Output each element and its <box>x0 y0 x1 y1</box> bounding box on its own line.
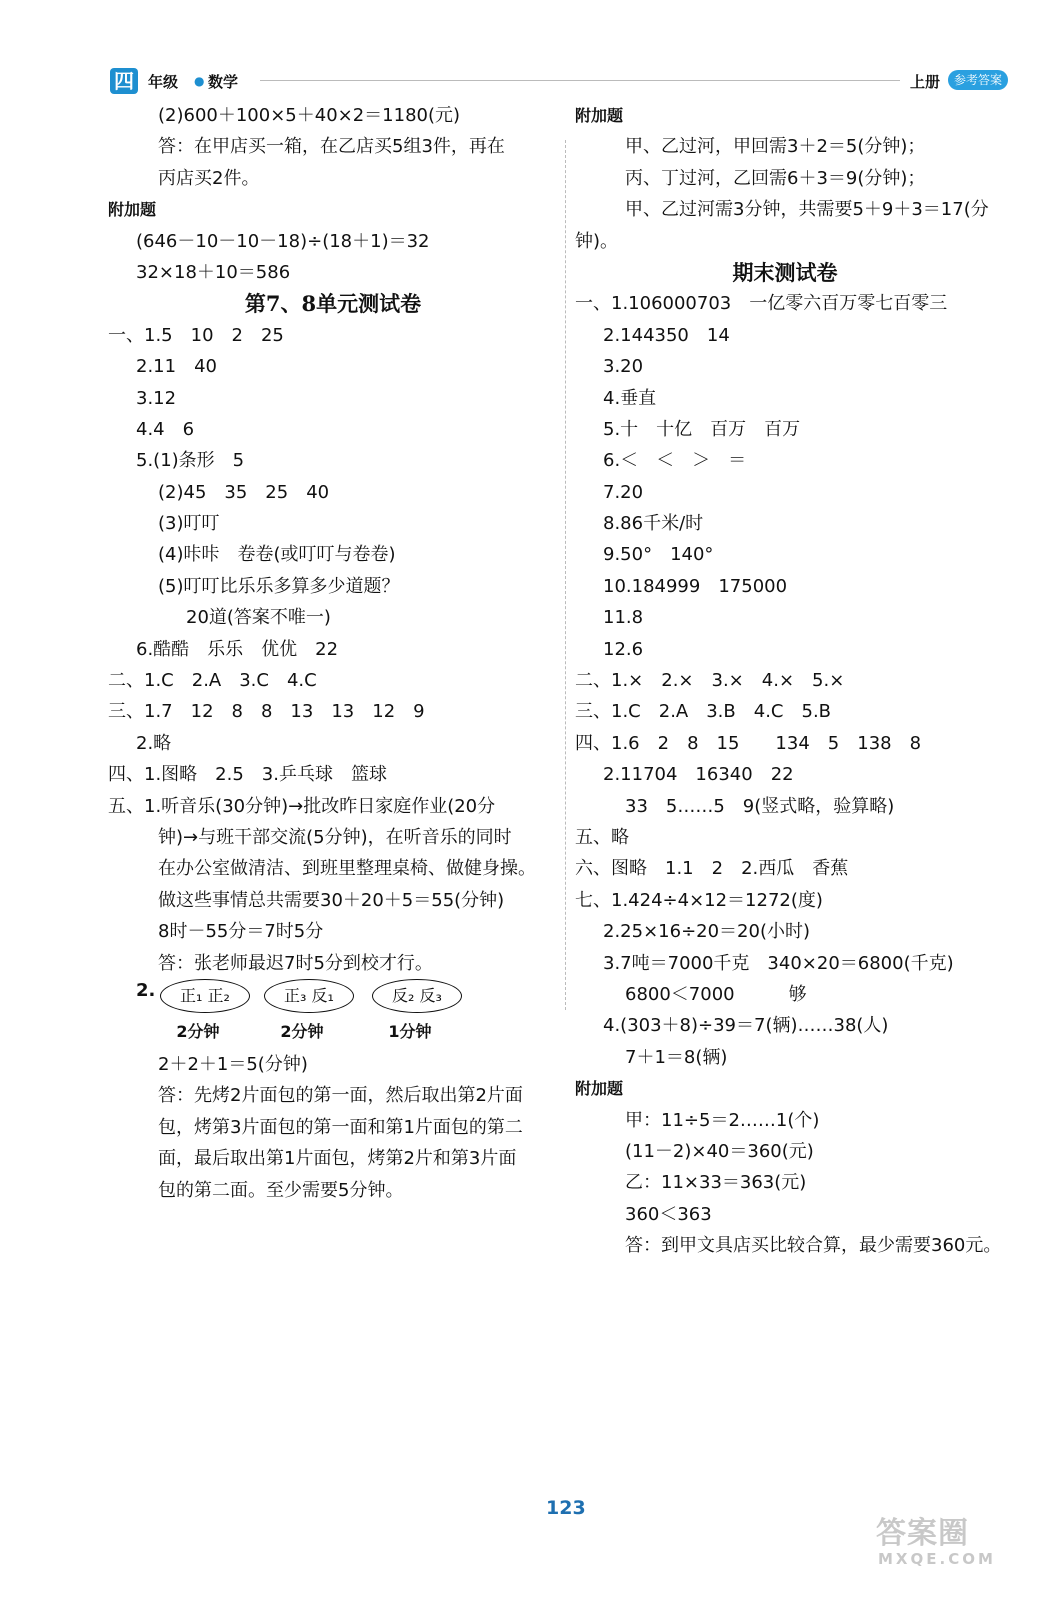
diagram-ellipse-2: 正₃ 反₁ <box>264 979 354 1013</box>
answer-line: 7.20 <box>603 481 644 503</box>
answer-line: 2.25×16÷20＝20(小时) <box>603 921 810 943</box>
diagram-ellipse-3: 反₂ 反₃ <box>372 979 462 1013</box>
answer-line: 33 5……5 9(竖式略，验算略) <box>625 795 895 817</box>
diagram-caption-3: 1分钟 <box>388 1021 432 1041</box>
answer-line: 丙店买2件。 <box>158 167 260 189</box>
answer-line: 11.8 <box>603 607 644 629</box>
answer-line: 四、1.图略 2.5 3.乒乓球 篮球 <box>108 764 387 786</box>
answer-line: 10.184999 175000 <box>603 575 788 597</box>
answer-line: (11－2)×40＝360(元) <box>625 1140 814 1162</box>
right-answer-lines <box>575 100 1035 1261</box>
answer-line: 甲：11÷5＝2……1(个) <box>625 1109 820 1131</box>
answer-line: 9.50° 140° <box>603 544 714 566</box>
answer-line: (4)咔咔 卷卷(或叮叮与卷卷) <box>158 544 396 566</box>
answer-line: 二、1.× 2.× 3.× 4.× 5.× <box>575 670 845 692</box>
volume-label: 上册 <box>910 73 941 91</box>
answer-line: 2.11704 16340 22 <box>603 764 794 786</box>
answer-line: 五、略 <box>575 826 629 848</box>
answer-line: 5.(1)条形 5 <box>136 450 245 472</box>
answer-line: 答：先烤2片面包的第一面，然后取出第2片面 <box>158 1085 523 1107</box>
answer-line: 20道(答案不唯一) <box>186 607 331 629</box>
answer-line: 一、1.5 10 2 25 <box>108 324 284 346</box>
answer-line: 七、1.424÷4×12＝1272(度) <box>575 889 823 911</box>
section-heading: 附加题 <box>108 200 157 220</box>
section-title: 期末测试卷 <box>732 259 838 285</box>
answer-line: 答：到甲文具店买比较合算，最少需要360元。 <box>625 1235 1002 1257</box>
answer-line: 甲、乙过河需3分钟，共需要5＋9＋3＝17(分 <box>625 199 989 221</box>
answer-line: 丙、丁过河，乙回需6＋3＝9(分钟)； <box>625 167 926 189</box>
answer-line: 钟)→与班干部交流(5分钟)，在听音乐的同时 <box>158 826 512 848</box>
section-heading: 附加题 <box>575 1079 624 1099</box>
answer-line: 6.＜ ＜ ＞ ＝ <box>603 450 747 472</box>
answer-line: 4.(303＋8)÷39＝7(辆)……38(人) <box>603 1015 889 1037</box>
answer-line: 8.86千米/时 <box>603 513 704 535</box>
left-answer-tail <box>108 1049 558 1206</box>
diagram-caption-2: 2分钟 <box>280 1021 324 1041</box>
answer-line: 3.12 <box>136 387 177 409</box>
toast-diagram <box>136 979 558 1049</box>
page-header <box>110 68 1010 98</box>
answer-line: 4.垂直 <box>603 387 657 409</box>
grade-badge: 四 <box>110 68 138 94</box>
answer-line: 三、1.C 2.A 3.B 4.C 5.B <box>575 701 832 723</box>
page-number: 123 <box>546 1497 586 1519</box>
answer-line: 答：在甲店买一箱，在乙店买5组3件，再在 <box>158 136 505 158</box>
answer-line: 2.略 <box>136 732 172 754</box>
watermark-logo: 答案圈 <box>876 1516 969 1551</box>
separator-dot-icon: ● <box>194 74 205 88</box>
answer-line: 在办公室做清洁、到班里整理桌椅、做健身操。 <box>158 858 536 880</box>
answer-line: 6800＜7000 够 <box>625 983 807 1005</box>
header-rule <box>260 80 900 81</box>
answer-line: (3)叮叮 <box>158 513 220 535</box>
answer-line: 3.7吨＝7000千克 340×20＝6800(千克) <box>603 952 954 974</box>
answer-line: 甲、乙过河，甲回需3＋2＝5(分钟)； <box>625 136 926 158</box>
answer-line: 做这些事情总共需要30＋20＋5＝55(分钟) <box>158 889 505 911</box>
grade-label: 年级 <box>148 73 179 91</box>
answer-line: (5)叮叮比乐乐多算多少道题？ <box>158 575 400 597</box>
answer-line: (2)45 35 25 40 <box>158 481 330 503</box>
answer-line: 7＋1＝8(辆) <box>625 1046 728 1068</box>
answer-line: 32×18＋10＝586 <box>136 261 291 283</box>
answer-line: 面，最后取出第1片面包，烤第2片和第3片面 <box>158 1148 517 1170</box>
answer-line: 三、1.7 12 8 8 13 13 12 9 <box>108 701 425 723</box>
section-heading: 附加题 <box>575 106 624 125</box>
section-title: 第7、8单元测试卷 <box>244 291 422 317</box>
diagram-number: 2. <box>136 979 156 1001</box>
answer-line: 五、1.听音乐(30分钟)→批改昨日家庭作业(20分 <box>108 795 496 817</box>
answer-line: 6.酷酷 乐乐 优优 22 <box>136 638 339 660</box>
answer-line: 360＜363 <box>625 1203 712 1225</box>
answer-line: 二、1.C 2.A 3.C 4.C <box>108 670 317 692</box>
answer-line: 六、图略 1.1 2 2.西瓜 香蕉 <box>575 858 849 880</box>
answer-line: 4.4 6 <box>136 418 195 440</box>
right-column <box>575 100 1035 1261</box>
diagram-ellipse-1: 正₁ 正₂ <box>160 979 250 1013</box>
answer-line: 答：张老师最迟7时5分到校才行。 <box>158 952 433 974</box>
left-column <box>108 100 558 1206</box>
answer-line: 包，烤第3片面包的第一面和第1片面包的第二 <box>158 1116 523 1138</box>
answer-line: (646－10－10－18)÷(18＋1)＝32 <box>136 230 430 252</box>
answer-line: 2＋2＋1＝5(分钟) <box>158 1053 308 1075</box>
brand-badge: 参考答案 <box>948 70 1008 90</box>
answer-line: 5.十 十亿 百万 百万 <box>603 418 801 440</box>
left-answer-lines <box>108 100 558 979</box>
answer-line: 四、1.6 2 8 15 134 5 138 8 <box>575 732 922 754</box>
answer-line: 钟)。 <box>575 230 619 252</box>
answer-line: 2.144350 14 <box>603 324 730 346</box>
answer-line: 包的第二面。至少需要5分钟。 <box>158 1179 404 1201</box>
answer-line: 2.11 40 <box>136 356 217 378</box>
answer-line: (2)600＋100×5＋40×2＝1180(元) <box>158 105 461 126</box>
answer-line: 8时－55分＝7时5分 <box>158 921 324 943</box>
answer-line: 12.6 <box>603 638 644 660</box>
answer-line: 3.20 <box>603 356 644 378</box>
column-divider <box>565 140 566 1010</box>
watermark-url: MXQE.COM <box>878 1550 996 1568</box>
diagram-caption-1: 2分钟 <box>176 1021 220 1041</box>
answer-line: 一、1.106000703 一亿零六百万零七百零三 <box>575 293 948 315</box>
answer-line: 乙：11×33＝363(元) <box>625 1172 807 1194</box>
subject-label: 数学 <box>208 73 239 91</box>
